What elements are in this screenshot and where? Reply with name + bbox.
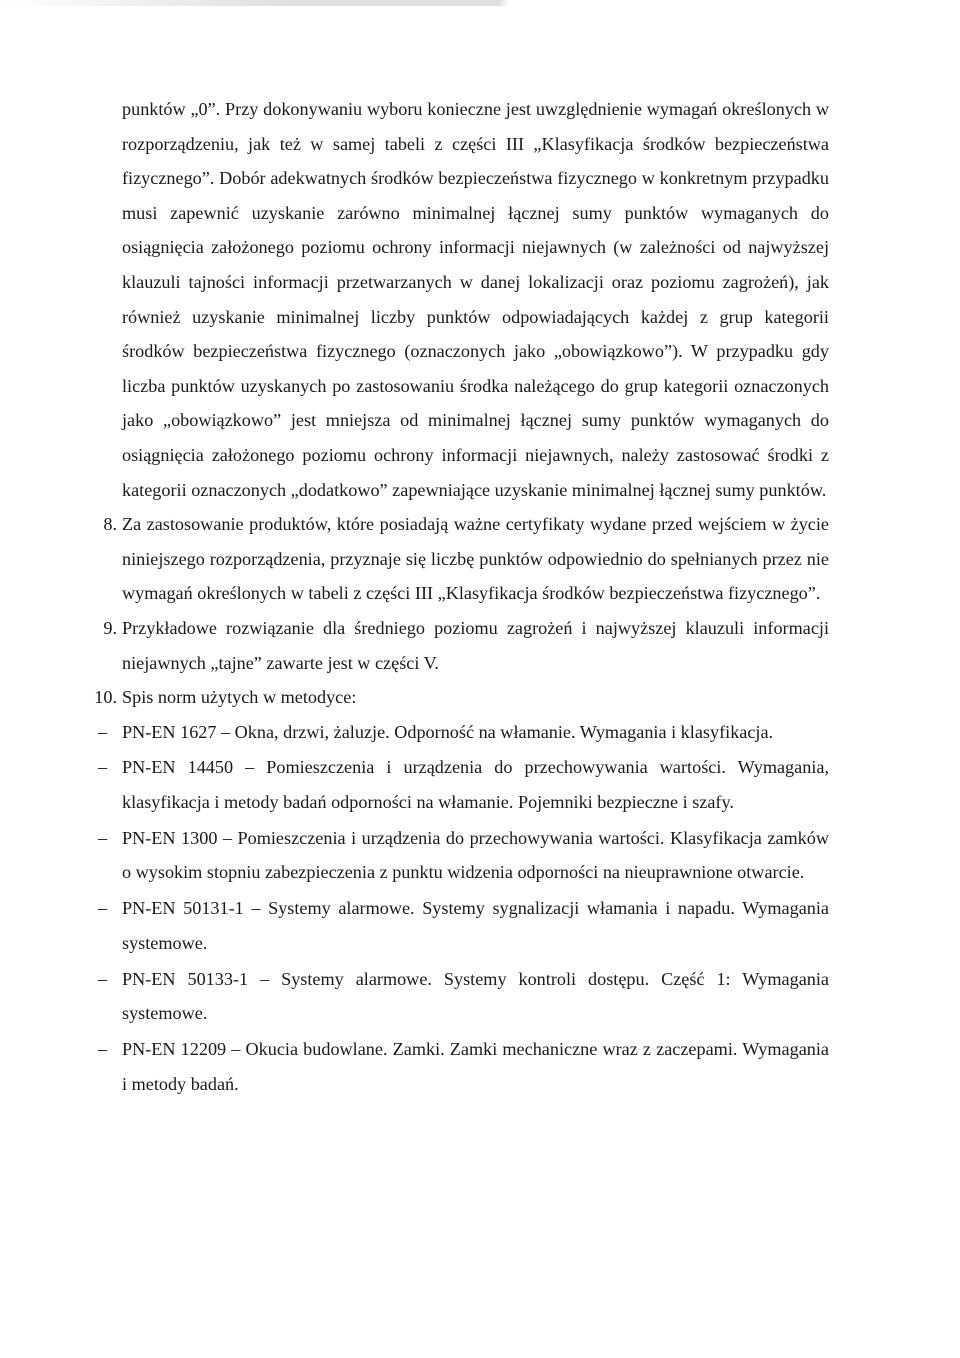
intro-paragraph: punktów „0”. Przy dokonywaniu wyboru konieczne jest uwzględnienie wymagań określonych w rozporządzeniu, jak też w samej tabeli z części III „Klasyfikacja środków bezpieczeństwa fizycznego”. Dobór adekwatnych środków bezpieczeństwa fizycznego w konkretnym przypadku musi zapewnić uzyskanie zarówno minimalnej łącznej sumy punktów wymaganych do osiągnięcia założonego poziomu ochrony informacji niejawnych (w zależności od najwyższej klauzuli tajności informacji przetwarzanych w danej lokalizacji oraz poziomu zagrożeń), jak również uzyskanie minimalnej liczby punktów odpowiadających każdej z grup kategorii środków bezpieczeństwa fizycznego (oznaczonych jako „obowiązkowo”). W przypadku gdy liczba punktów uzyskanych po zastosowaniu środka należącego do grup kategorii oznaczonych jako „obowiązkowo” jest mniejsza od minimalnej łącznej sumy punktów wymaganych do osiągnięcia założonego poziomu ochrony informacji niejawnych, należy zastosować środki z kategorii oznaczonych „dodatkowo” zapewniające uzyskanie minimalnej łącznej sumy punktów. xyxy=(122,99,829,500)
item-number: 10. xyxy=(94,687,117,708)
dash-bullet: – xyxy=(98,968,108,989)
norm-text: PN-EN 50133-1 – Systemy alarmowe. Systemy kontroli dostępu. Część 1: Wymagania systemowe. xyxy=(122,968,829,1024)
list-item-8 xyxy=(103,507,829,611)
norm-text: PN-EN 12209 – Okucia budowlane. Zamki. Zamki mechaniczne wraz z zaczepami. Wymagania i metody badań. xyxy=(122,1038,829,1094)
norm-item xyxy=(98,1032,829,1101)
dash-bullet: – xyxy=(98,898,108,919)
item-text: Przykładowe rozwiązanie dla średniego poziomu zagrożeń i najwyższej klauzuli informacji niejawnych „tajne” zawarte jest w części V. xyxy=(122,617,829,673)
norm-text: PN-EN 50131-1 – Systemy alarmowe. Systemy sygnalizacji włamania i napadu. Wymagania systemowe. xyxy=(122,898,829,953)
norm-item xyxy=(98,962,829,1031)
list-item-10 xyxy=(94,680,829,715)
document-body xyxy=(94,92,829,1102)
norm-text: PN-EN 14450 – Pomieszczenia i urządzenia do przechowywania wartości. Wymagania, klasyfikacja i metody badań odporności na włamanie. Pojemniki bezpieczne i szafy. xyxy=(122,757,829,813)
item-number: 9. xyxy=(103,617,117,638)
norm-item xyxy=(98,750,829,819)
norm-item xyxy=(98,891,829,960)
dash-bullet: – xyxy=(98,827,108,848)
item-text: Spis norm użytych w metodyce: xyxy=(122,687,357,708)
norm-text: PN-EN 1300 – Pomieszczenia i urządzenia do przechowywania wartości. Klasyfikacja zamków o wysokim stopniu zabezpieczenia z punktu widzenia odporności na nieuprawnione otwarcie. xyxy=(122,827,829,883)
dash-bullet: – xyxy=(98,757,108,778)
norm-item xyxy=(98,715,829,750)
list-item-9 xyxy=(103,611,829,680)
scan-edge-mark xyxy=(0,0,960,6)
dash-bullet: – xyxy=(98,721,108,742)
norm-item xyxy=(98,821,829,890)
norm-text: PN-EN 1627 – Okna, drzwi, żaluzje. Odporność na włamanie. Wymagania i klasyfikacja. xyxy=(122,721,774,742)
item-text: Za zastosowanie produktów, które posiadają ważne certyfikaty wydane przed wejściem w życie niniejszego rozporządzenia, przyznaje się liczbę punktów odpowiednio do spełnianych przez nie wymagań określonych w tabeli z części III „Klasyfikacja środków bezpieczeństwa fizycznego”. xyxy=(122,514,829,604)
item-number: 8. xyxy=(103,514,117,535)
dash-bullet: – xyxy=(98,1038,108,1059)
